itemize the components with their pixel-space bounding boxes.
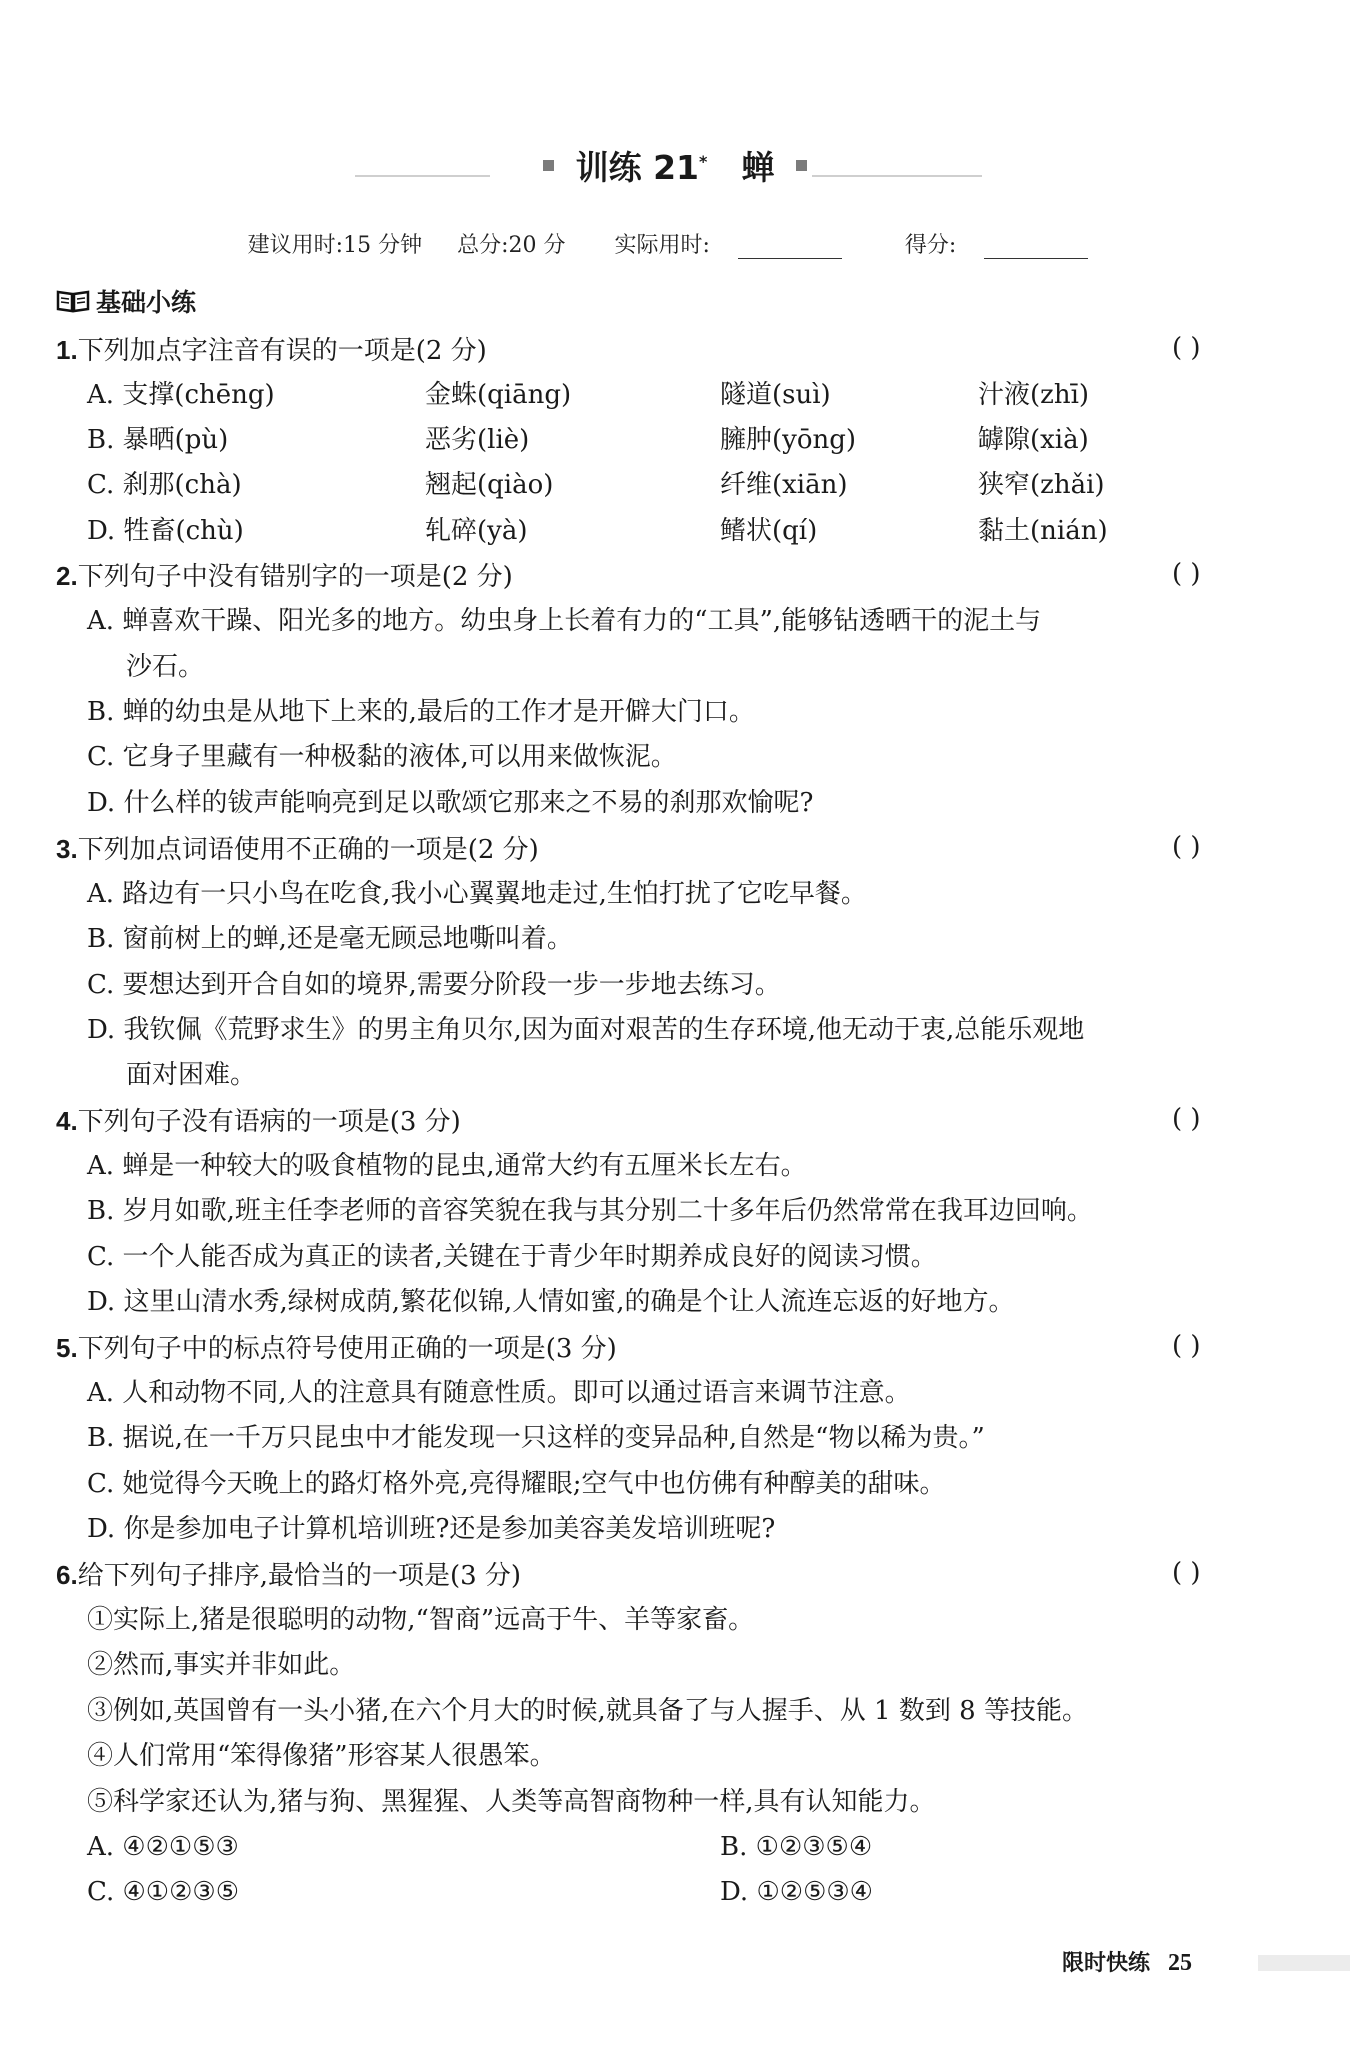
q6-sentence-2: ②然而,事实并非如此。 <box>87 1650 356 1680</box>
question-1-answer-slot[interactable]: ( ) <box>1172 333 1201 363</box>
q1-row-a-2: 金蛛(qiāng) <box>425 380 572 410</box>
title-square-left <box>543 160 554 171</box>
q5-option-c: C. 她觉得今天晚上的路灯格外亮,亮得耀眼;空气中也仿佛有种醇美的甜味。 <box>87 1469 946 1499</box>
q6-sentence-3: ③例如,英国曾有一头小猪,在六个月大的时候,就具备了与人握手、从 1 数到 8 等技能。 <box>87 1696 1088 1726</box>
q2-option-a: A. 蝉喜欢干躁、阳光多的地方。幼虫身上长着有力的“工具”,能够钻透晒干的泥土与 <box>87 606 1042 636</box>
actual-time: 实际用时: <box>600 233 855 258</box>
page-number: 25 <box>1168 1950 1193 1976</box>
q6-choice-b: B. ①②③⑤④ <box>720 1832 873 1862</box>
footer-bar <box>1258 1955 1350 1971</box>
q3-option-b: B. 窗前树上的蝉,还是毫无顾忌地嘶叫着。 <box>87 924 573 954</box>
actual-time-blank[interactable] <box>738 238 842 259</box>
q1-row-b-4: 罅隙(xià) <box>978 425 1089 455</box>
question-4-answer-slot[interactable]: ( ) <box>1172 1104 1201 1134</box>
q4-option-c: C. 一个人能否成为真正的读者,关键在于青少年时期养成良好的阅读习惯。 <box>87 1242 937 1272</box>
q4-option-b: B. 岁月如歌,班主任李老师的音容笑貌在我与其分别二十多年后仍然常常在我耳边回响。 <box>87 1196 1093 1226</box>
section-heading <box>56 283 196 319</box>
score-blank[interactable] <box>984 238 1088 259</box>
score: 得分: <box>891 233 1102 258</box>
q1-row-b-2: 恶劣(liè) <box>425 425 530 455</box>
q1-row-b-1: B. 暴晒(pù) <box>87 425 229 455</box>
q3-option-d-cont: 面对困难。 <box>126 1060 257 1090</box>
q3-option-c: C. 要想达到开合自如的境界,需要分阶段一步一步地去练习。 <box>87 970 781 1000</box>
q1-row-b-3: 臃肿(yōng) <box>720 425 857 455</box>
q5-option-d: D. 你是参加电子计算机培训班?还是参加美容美发培训班呢? <box>87 1514 776 1544</box>
q1-row-c-4: 狭窄(zhǎi) <box>978 470 1105 500</box>
q2-option-d: D. 什么样的钹声能响亮到足以歌颂它那来之不易的刹那欢愉呢? <box>87 788 814 818</box>
q6-choice-a: A. ④②①⑤③ <box>87 1832 239 1862</box>
q1-row-a-3: 隧道(suì) <box>720 380 831 410</box>
question-3-answer-slot[interactable]: ( ) <box>1172 832 1201 862</box>
q6-sentence-4: ④人们常用“笨得像猪”形容某人很愚笨。 <box>87 1741 556 1771</box>
q2-option-a-cont: 沙石。 <box>126 652 205 682</box>
total-score: 总分:20 分 <box>457 233 566 258</box>
q1-row-d-1: D. 牲畜(chù) <box>87 516 244 546</box>
question-5-stem: 5.下列句子中的标点符号使用正确的一项是(3 分) <box>56 1333 617 1364</box>
q6-choice-d: D. ①②⑤③④ <box>720 1877 873 1907</box>
q4-option-d: D. 这里山清水秀,绿树成荫,繁花似锦,人情如蜜,的确是个让人流连忘返的好地方。 <box>87 1287 1015 1317</box>
question-1-stem: 1.下列加点字注音有误的一项是(2 分) <box>56 335 487 366</box>
question-6-stem: 6.给下列句子排序,最恰当的一项是(3 分) <box>56 1560 522 1591</box>
q4-option-a: A. 蝉是一种较大的吸食植物的昆虫,通常大约有五厘米长左右。 <box>87 1151 807 1181</box>
question-6-answer-slot[interactable]: ( ) <box>1172 1558 1201 1588</box>
q5-option-a: A. 人和动物不同,人的注意具有随意性质。即可以通过语言来调节注意。 <box>87 1378 911 1408</box>
question-5-answer-slot[interactable]: ( ) <box>1172 1331 1201 1361</box>
q1-row-c-1: C. 刹那(chà) <box>87 470 242 500</box>
meta-row <box>0 228 1350 259</box>
question-4-stem: 4.下列句子没有语病的一项是(3 分) <box>56 1106 461 1137</box>
footer-label: 限时快练 <box>1062 1951 1151 1976</box>
q2-option-c: C. 它身子里藏有一种极黏的液体,可以用来做恢泥。 <box>87 742 677 772</box>
q1-row-d-3: 鳍状(qí) <box>720 516 818 546</box>
q2-option-b: B. 蝉的幼虫是从地下上来的,最后的工作才是开僻大门口。 <box>87 697 755 727</box>
suggested-time: 建议用时:15 分钟 <box>247 233 423 258</box>
q6-choice-c: C. ④①②③⑤ <box>87 1877 240 1907</box>
title-square-right <box>796 160 807 171</box>
page-title: 训练 21* 蝉 <box>575 148 775 187</box>
section-label: 基础小练 <box>96 288 197 317</box>
page-footer <box>1062 1946 1192 1977</box>
q1-row-c-3: 纤维(xiān) <box>720 470 848 500</box>
q3-option-d: D. 我钦佩《荒野求生》的男主角贝尔,因为面对艰苦的生存环境,他无动于衷,总能乐观地 <box>87 1015 1085 1045</box>
q6-sentence-1: ①实际上,猪是很聪明的动物,“智商”远高于牛、羊等家畜。 <box>87 1605 755 1635</box>
q1-row-a-4: 汁液(zhī) <box>978 380 1090 410</box>
question-3-stem: 3.下列加点词语使用不正确的一项是(2 分) <box>56 834 539 865</box>
question-2-stem: 2.下列句子中没有错别字的一项是(2 分) <box>56 561 513 592</box>
question-2-answer-slot[interactable]: ( ) <box>1172 559 1201 589</box>
q1-row-c-2: 翘起(qiào) <box>425 470 554 500</box>
q5-option-b: B. 据说,在一千万只昆虫中才能发现一只这样的变异品种,自然是“物以稀为贵。” <box>87 1423 985 1453</box>
q1-row-d-4: 黏土(nián) <box>978 516 1108 546</box>
q3-option-a: A. 路边有一只小鸟在吃食,我小心翼翼地走过,生怕打扰了它吃早餐。 <box>87 879 867 909</box>
q1-row-a-1: A. 支撑(chēng) <box>87 380 275 410</box>
q6-sentence-5: ⑤科学家还认为,猪与狗、黑猩猩、人类等高智商物种一样,具有认知能力。 <box>87 1787 936 1817</box>
q1-row-d-2: 轧碎(yà) <box>425 516 528 546</box>
book-icon <box>56 289 90 313</box>
title-row <box>0 142 1350 189</box>
